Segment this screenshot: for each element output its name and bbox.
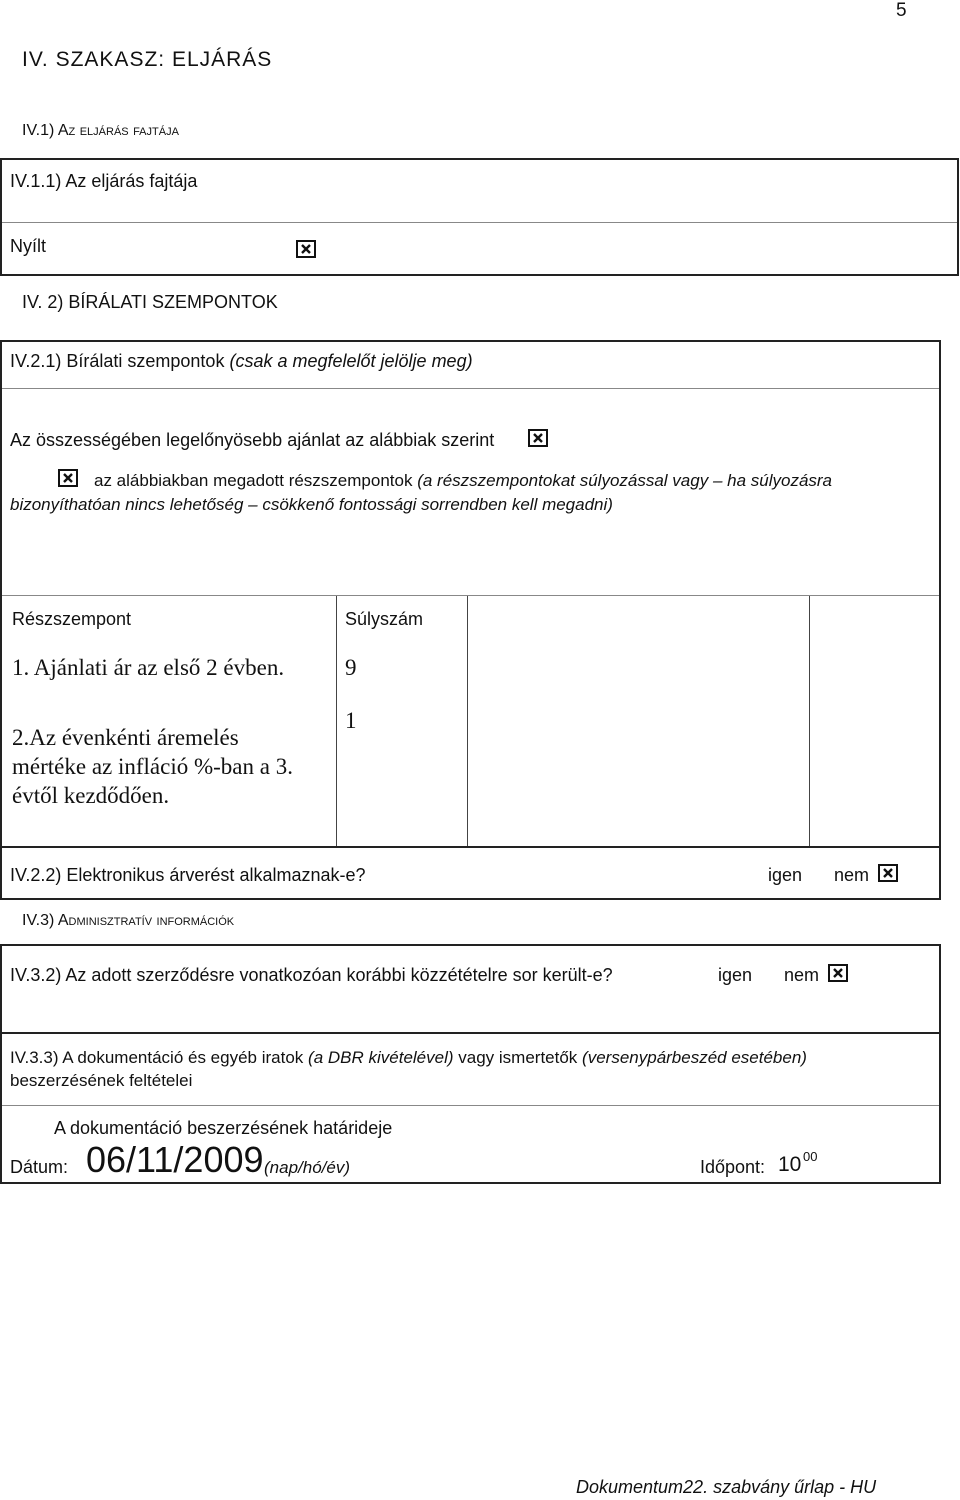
time-label: Időpont: <box>700 1157 766 1177</box>
documentation-part2: (a DBR kivételével) <box>308 1048 454 1067</box>
prior-publication-no-checkbox[interactable] <box>828 964 848 982</box>
prior-publication-box <box>0 944 941 1034</box>
documentation-line1 <box>10 1048 807 1068</box>
criteria-label <box>10 351 473 372</box>
procedure-type-divider <box>2 222 957 223</box>
deadline-label: A dokumentáció beszerzésének határideje <box>54 1118 393 1138</box>
table-col-line-1 <box>336 596 337 846</box>
osszessegeben-label: Az összességében legelőnyösebb ajánlat az alábbiak szerint <box>10 430 495 450</box>
documentation-line2: beszerzésének feltételei <box>10 1071 193 1090</box>
osszessegeben-checkbox[interactable] <box>528 429 548 447</box>
section-title: IV. SZAKASZ: ELJÁRÁS <box>22 48 273 71</box>
criteria-divider-1 <box>2 388 939 389</box>
checked-x-icon <box>880 866 896 880</box>
reszszempontok-line1 <box>94 471 832 491</box>
auction-no-label: nem <box>834 865 870 885</box>
criteria-label-note: (csak a megfelelőt jelölje meg) <box>229 351 473 371</box>
subsection-iv3-heading: IV.3) Adminisztratív információk <box>22 912 235 929</box>
table-row-2-criterion-line2: mértéke az infláció %-ban a 3. <box>12 754 293 779</box>
documentation-part4: (versenypárbeszéd esetében) <box>582 1048 807 1067</box>
date-format: (nap/hó/év) <box>264 1158 350 1177</box>
checked-x-icon <box>830 966 846 980</box>
checked-x-icon <box>298 242 314 256</box>
time-hour: 10 <box>778 1153 802 1176</box>
table-row-2-weight: 1 <box>345 708 357 733</box>
reszszempontok-line1-plain: az alábbiakban megadott részszempontok <box>94 471 413 490</box>
criteria-label-main: IV.2.1) Bírálati szempontok <box>10 351 225 371</box>
table-col-line-3 <box>809 596 810 846</box>
auction-yes-label: igen <box>768 865 803 885</box>
nyilt-checkbox[interactable] <box>296 240 316 258</box>
table-row-1-criterion: 1. Ajánlati ár az első 2 évben. <box>12 655 285 680</box>
reszszempontok-checkbox[interactable] <box>58 469 78 487</box>
subsection-iv2-heading: IV. 2) BÍRÁLATI SZEMPONTOK <box>22 292 278 312</box>
page-footer: Dokumentum22. szabvány űrlap - HU <box>576 1477 877 1497</box>
documentation-divider <box>2 1105 939 1106</box>
date-label: Dátum: <box>10 1157 69 1177</box>
checked-x-icon <box>530 431 546 445</box>
checked-x-icon <box>60 471 76 485</box>
table-row-1-weight: 9 <box>345 655 357 680</box>
reszszempontok-line2: bizonyíthatóan nincs lehetőség – csökkenő fontossági sorrendben kell megadni) <box>10 495 613 514</box>
auction-question-label: IV.2.2) Elektronikus árverést alkalmaznak-e? <box>10 865 366 885</box>
table-row-2-criterion-line1: 2.Az évenkénti áremelés <box>12 725 239 750</box>
documentation-part3: vagy ismertetők <box>458 1048 578 1067</box>
table-row-2-criterion-line3: évtől kezdődően. <box>12 783 170 808</box>
table-header-weight: Súlyszám <box>345 609 424 629</box>
prior-publication-label: IV.3.2) Az adott szerződésre vonatkozóan korábbi közzétételre sor került-e? <box>10 965 613 985</box>
criteria-divider-2 <box>2 595 939 596</box>
documentation-part1: IV.3.3) A dokumentáció és egyéb iratok <box>10 1048 304 1067</box>
auction-no-checkbox[interactable] <box>878 864 898 882</box>
reszszempontok-line1-italic: (a részszempontokat súlyozással vagy – ha súlyozásra <box>417 471 833 490</box>
table-col-line-2 <box>467 596 468 846</box>
prior-publication-no-label: nem <box>784 965 820 985</box>
nyilt-label: Nyílt <box>10 236 46 256</box>
procedure-type-label: IV.1.1) Az eljárás fajtája <box>10 171 198 191</box>
table-header-criterion: Részszempont <box>12 609 132 629</box>
time-minute: 00 <box>803 1149 818 1164</box>
prior-publication-yes-label: igen <box>718 965 753 985</box>
date-value: 06/11/2009 <box>86 1139 264 1180</box>
subsection-iv1-heading: IV.1) Az eljárás fajtája <box>22 122 179 139</box>
page-number: 5 <box>896 0 907 21</box>
